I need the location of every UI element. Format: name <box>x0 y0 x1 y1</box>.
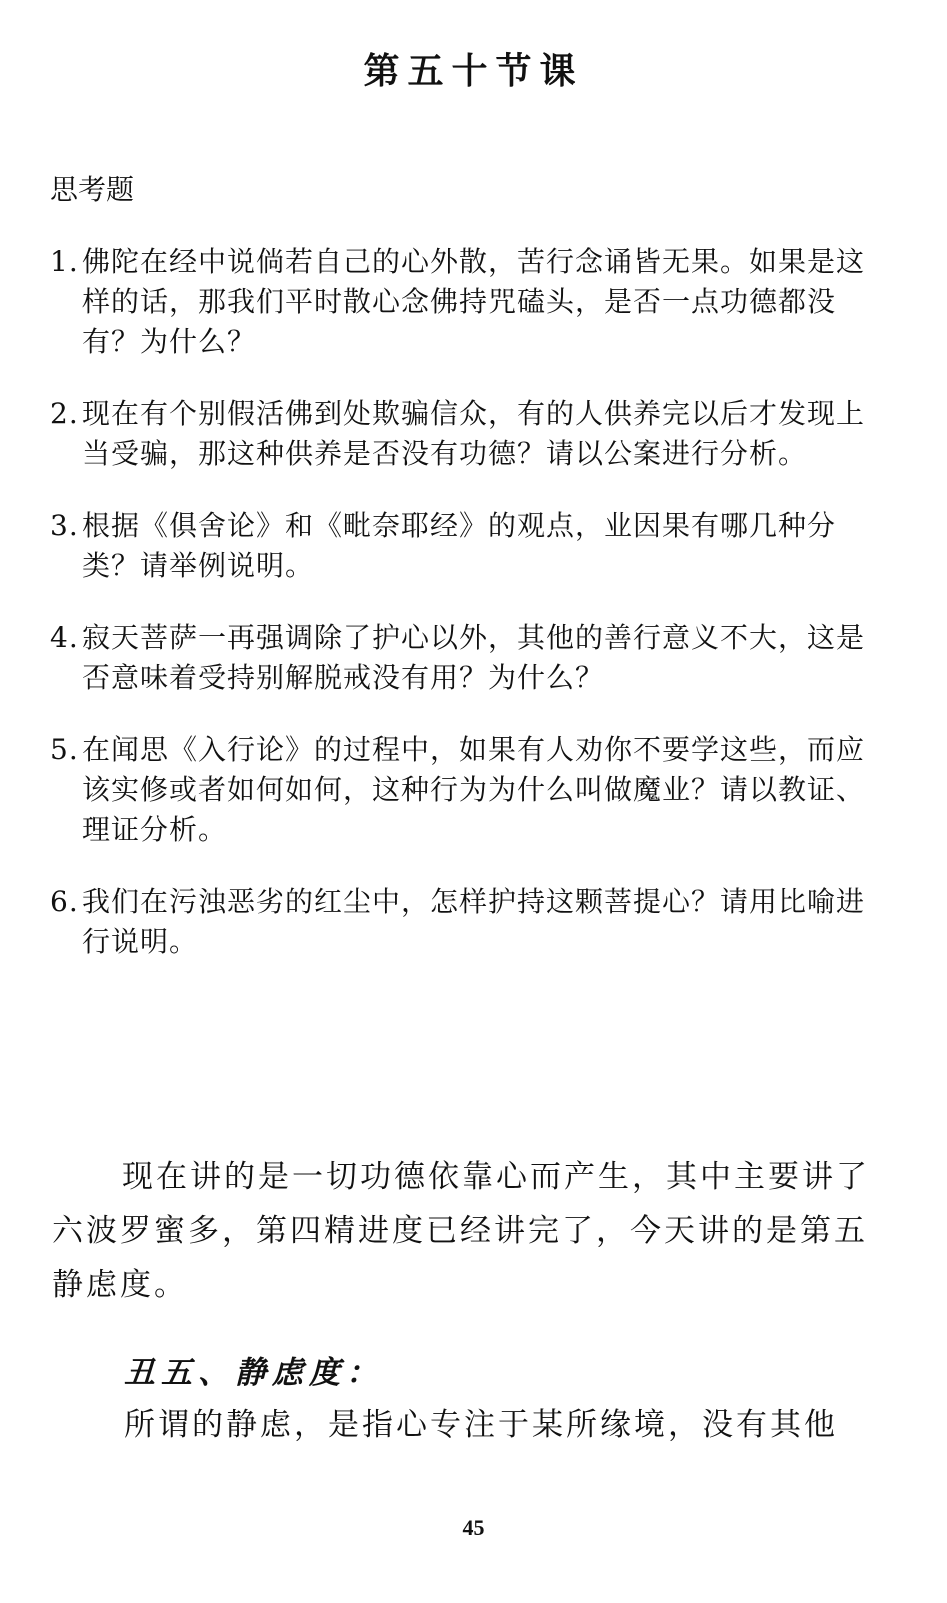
question-text: 根据《俱舍论》和《毗奈耶经》的观点，业因果有哪几种分类？请举例说明。 <box>82 509 837 582</box>
question-item <box>50 394 880 474</box>
body-paragraph: 现在讲的是一切功德依靠心而产生，其中主要讲了六波罗蜜多，第四精进度已经讲完了，今天讲的是第五静虑度。 <box>52 1159 870 1303</box>
question-text: 寂天菩萨一再强调除了护心以外，其他的善行意义不大，这是否意味着受持别解脱戒没有用？为什么？ <box>82 621 866 694</box>
section-heading: 丑五、静虑度： <box>124 1355 383 1391</box>
question-item <box>50 618 880 698</box>
question-number: 2. <box>50 397 79 430</box>
question-number: 5. <box>50 733 79 766</box>
page-number: 45 <box>462 1515 485 1540</box>
question-item <box>50 242 880 362</box>
question-number: 3. <box>50 509 79 542</box>
questions-heading: 思考题 <box>50 173 135 206</box>
question-text: 现在有个别假活佛到处欺骗信众，有的人供养完以后才发现上当受骗，那这种供养是否没有功德？请以公案进行分析。 <box>82 397 866 470</box>
section-text: 所谓的静虑，是指心专注于某所缘境，没有其他 <box>124 1407 838 1443</box>
question-text: 佛陀在经中说倘若自己的心外散，苦行念诵皆无果。如果是这样的话，那我们平时散心念佛持咒磕头，是否一点功德都没有？为什么？ <box>82 245 866 358</box>
question-item <box>50 506 880 586</box>
question-number: 4. <box>50 621 79 654</box>
questions-list <box>50 242 880 994</box>
question-text: 我们在污浊恶劣的红尘中，怎样护持这颗菩提心？请用比喻进行说明。 <box>82 885 866 958</box>
question-number: 6. <box>50 885 79 918</box>
question-number: 1. <box>50 245 79 278</box>
question-item <box>50 730 880 850</box>
question-item <box>50 882 880 962</box>
page-title: 第五十节课 <box>363 50 584 92</box>
question-text: 在闻思《入行论》的过程中，如果有人劝你不要学这些，而应该实修或者如何如何，这种行为为什么叫做魔业？请以教证、理证分析。 <box>82 733 866 846</box>
